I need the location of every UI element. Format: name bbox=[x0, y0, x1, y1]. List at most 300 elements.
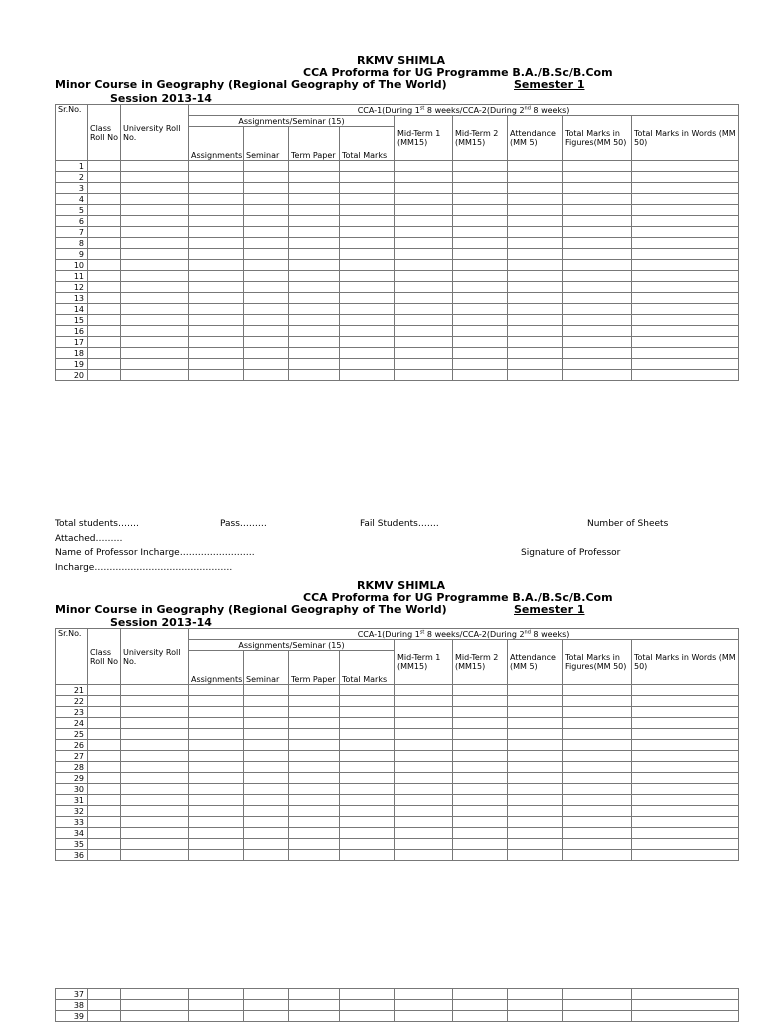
entry-cell[interactable] bbox=[121, 183, 189, 194]
entry-cell[interactable] bbox=[289, 304, 340, 315]
entry-cell[interactable] bbox=[632, 205, 739, 216]
entry-cell[interactable] bbox=[508, 850, 563, 861]
entry-cell[interactable] bbox=[395, 817, 453, 828]
entry-cell[interactable] bbox=[244, 370, 289, 381]
entry-cell[interactable] bbox=[121, 718, 189, 729]
entry-cell[interactable] bbox=[289, 806, 340, 817]
entry-cell[interactable] bbox=[189, 348, 244, 359]
entry-cell[interactable] bbox=[189, 740, 244, 751]
entry-cell[interactable] bbox=[453, 227, 508, 238]
entry-cell[interactable] bbox=[189, 227, 244, 238]
entry-cell[interactable] bbox=[395, 707, 453, 718]
entry-cell[interactable] bbox=[340, 282, 395, 293]
entry-cell[interactable] bbox=[563, 326, 632, 337]
entry-cell[interactable] bbox=[395, 282, 453, 293]
entry-cell[interactable] bbox=[508, 729, 563, 740]
entry-cell[interactable] bbox=[632, 249, 739, 260]
entry-cell[interactable] bbox=[395, 989, 453, 1000]
entry-cell[interactable] bbox=[632, 216, 739, 227]
entry-cell[interactable] bbox=[395, 315, 453, 326]
entry-cell[interactable] bbox=[453, 359, 508, 370]
entry-cell[interactable] bbox=[340, 205, 395, 216]
entry-cell[interactable] bbox=[189, 205, 244, 216]
entry-cell[interactable] bbox=[340, 839, 395, 850]
entry-cell[interactable] bbox=[244, 359, 289, 370]
entry-cell[interactable] bbox=[632, 1000, 739, 1011]
entry-cell[interactable] bbox=[88, 773, 121, 784]
entry-cell[interactable] bbox=[508, 1000, 563, 1011]
entry-cell[interactable] bbox=[563, 718, 632, 729]
entry-cell[interactable] bbox=[244, 1011, 289, 1022]
entry-cell[interactable] bbox=[189, 989, 244, 1000]
entry-cell[interactable] bbox=[395, 784, 453, 795]
entry-cell[interactable] bbox=[189, 828, 244, 839]
entry-cell[interactable] bbox=[88, 227, 121, 238]
entry-cell[interactable] bbox=[508, 740, 563, 751]
entry-cell[interactable] bbox=[88, 707, 121, 718]
entry-cell[interactable] bbox=[632, 1011, 739, 1022]
entry-cell[interactable] bbox=[508, 304, 563, 315]
entry-cell[interactable] bbox=[508, 817, 563, 828]
entry-cell[interactable] bbox=[189, 795, 244, 806]
entry-cell[interactable] bbox=[632, 348, 739, 359]
entry-cell[interactable] bbox=[189, 249, 244, 260]
entry-cell[interactable] bbox=[244, 795, 289, 806]
entry-cell[interactable] bbox=[395, 238, 453, 249]
entry-cell[interactable] bbox=[88, 718, 121, 729]
entry-cell[interactable] bbox=[340, 828, 395, 839]
entry-cell[interactable] bbox=[563, 784, 632, 795]
entry-cell[interactable] bbox=[88, 850, 121, 861]
entry-cell[interactable] bbox=[632, 337, 739, 348]
entry-cell[interactable] bbox=[632, 227, 739, 238]
entry-cell[interactable] bbox=[395, 161, 453, 172]
entry-cell[interactable] bbox=[244, 216, 289, 227]
entry-cell[interactable] bbox=[189, 326, 244, 337]
entry-cell[interactable] bbox=[632, 271, 739, 282]
entry-cell[interactable] bbox=[453, 249, 508, 260]
entry-cell[interactable] bbox=[340, 817, 395, 828]
entry-cell[interactable] bbox=[121, 359, 189, 370]
entry-cell[interactable] bbox=[453, 271, 508, 282]
entry-cell[interactable] bbox=[340, 249, 395, 260]
entry-cell[interactable] bbox=[289, 1011, 340, 1022]
entry-cell[interactable] bbox=[453, 773, 508, 784]
entry-cell[interactable] bbox=[563, 751, 632, 762]
entry-cell[interactable] bbox=[508, 315, 563, 326]
entry-cell[interactable] bbox=[508, 227, 563, 238]
entry-cell[interactable] bbox=[632, 989, 739, 1000]
entry-cell[interactable] bbox=[508, 172, 563, 183]
entry-cell[interactable] bbox=[189, 315, 244, 326]
entry-cell[interactable] bbox=[88, 762, 121, 773]
entry-cell[interactable] bbox=[189, 806, 244, 817]
entry-cell[interactable] bbox=[88, 685, 121, 696]
entry-cell[interactable] bbox=[88, 696, 121, 707]
entry-cell[interactable] bbox=[632, 370, 739, 381]
entry-cell[interactable] bbox=[395, 271, 453, 282]
entry-cell[interactable] bbox=[563, 304, 632, 315]
entry-cell[interactable] bbox=[289, 315, 340, 326]
entry-cell[interactable] bbox=[244, 249, 289, 260]
entry-cell[interactable] bbox=[508, 205, 563, 216]
entry-cell[interactable] bbox=[189, 161, 244, 172]
entry-cell[interactable] bbox=[88, 989, 121, 1000]
entry-cell[interactable] bbox=[632, 828, 739, 839]
entry-cell[interactable] bbox=[453, 315, 508, 326]
entry-cell[interactable] bbox=[88, 1000, 121, 1011]
entry-cell[interactable] bbox=[508, 282, 563, 293]
entry-cell[interactable] bbox=[395, 293, 453, 304]
entry-cell[interactable] bbox=[632, 839, 739, 850]
entry-cell[interactable] bbox=[244, 172, 289, 183]
entry-cell[interactable] bbox=[632, 707, 739, 718]
entry-cell[interactable] bbox=[508, 773, 563, 784]
entry-cell[interactable] bbox=[244, 696, 289, 707]
entry-cell[interactable] bbox=[189, 707, 244, 718]
entry-cell[interactable] bbox=[88, 172, 121, 183]
entry-cell[interactable] bbox=[244, 227, 289, 238]
entry-cell[interactable] bbox=[88, 194, 121, 205]
entry-cell[interactable] bbox=[453, 1011, 508, 1022]
entry-cell[interactable] bbox=[189, 282, 244, 293]
entry-cell[interactable] bbox=[453, 337, 508, 348]
entry-cell[interactable] bbox=[632, 817, 739, 828]
entry-cell[interactable] bbox=[395, 172, 453, 183]
entry-cell[interactable] bbox=[632, 751, 739, 762]
entry-cell[interactable] bbox=[289, 271, 340, 282]
entry-cell[interactable] bbox=[340, 1011, 395, 1022]
entry-cell[interactable] bbox=[189, 1000, 244, 1011]
entry-cell[interactable] bbox=[121, 806, 189, 817]
entry-cell[interactable] bbox=[88, 795, 121, 806]
entry-cell[interactable] bbox=[121, 315, 189, 326]
entry-cell[interactable] bbox=[563, 183, 632, 194]
entry-cell[interactable] bbox=[88, 337, 121, 348]
entry-cell[interactable] bbox=[563, 806, 632, 817]
entry-cell[interactable] bbox=[121, 1011, 189, 1022]
entry-cell[interactable] bbox=[289, 183, 340, 194]
entry-cell[interactable] bbox=[563, 370, 632, 381]
entry-cell[interactable] bbox=[121, 271, 189, 282]
entry-cell[interactable] bbox=[453, 1000, 508, 1011]
entry-cell[interactable] bbox=[395, 806, 453, 817]
entry-cell[interactable] bbox=[289, 839, 340, 850]
entry-cell[interactable] bbox=[508, 238, 563, 249]
entry-cell[interactable] bbox=[395, 359, 453, 370]
entry-cell[interactable] bbox=[563, 172, 632, 183]
entry-cell[interactable] bbox=[121, 172, 189, 183]
entry-cell[interactable] bbox=[563, 337, 632, 348]
entry-cell[interactable] bbox=[508, 370, 563, 381]
entry-cell[interactable] bbox=[508, 161, 563, 172]
entry-cell[interactable] bbox=[121, 348, 189, 359]
entry-cell[interactable] bbox=[88, 183, 121, 194]
entry-cell[interactable] bbox=[395, 370, 453, 381]
entry-cell[interactable] bbox=[121, 216, 189, 227]
entry-cell[interactable] bbox=[563, 762, 632, 773]
entry-cell[interactable] bbox=[563, 828, 632, 839]
entry-cell[interactable] bbox=[189, 293, 244, 304]
entry-cell[interactable] bbox=[395, 828, 453, 839]
entry-cell[interactable] bbox=[508, 762, 563, 773]
entry-cell[interactable] bbox=[289, 249, 340, 260]
entry-cell[interactable] bbox=[88, 1011, 121, 1022]
entry-cell[interactable] bbox=[289, 762, 340, 773]
entry-cell[interactable] bbox=[189, 216, 244, 227]
entry-cell[interactable] bbox=[121, 828, 189, 839]
entry-cell[interactable] bbox=[121, 989, 189, 1000]
entry-cell[interactable] bbox=[340, 315, 395, 326]
entry-cell[interactable] bbox=[508, 751, 563, 762]
entry-cell[interactable] bbox=[88, 729, 121, 740]
entry-cell[interactable] bbox=[453, 685, 508, 696]
entry-cell[interactable] bbox=[289, 795, 340, 806]
entry-cell[interactable] bbox=[508, 718, 563, 729]
entry-cell[interactable] bbox=[289, 216, 340, 227]
entry-cell[interactable] bbox=[508, 271, 563, 282]
entry-cell[interactable] bbox=[563, 161, 632, 172]
entry-cell[interactable] bbox=[340, 696, 395, 707]
entry-cell[interactable] bbox=[189, 773, 244, 784]
entry-cell[interactable] bbox=[632, 326, 739, 337]
entry-cell[interactable] bbox=[88, 249, 121, 260]
entry-cell[interactable] bbox=[340, 685, 395, 696]
entry-cell[interactable] bbox=[508, 989, 563, 1000]
entry-cell[interactable] bbox=[453, 238, 508, 249]
entry-cell[interactable] bbox=[508, 839, 563, 850]
entry-cell[interactable] bbox=[632, 282, 739, 293]
entry-cell[interactable] bbox=[632, 784, 739, 795]
entry-cell[interactable] bbox=[340, 337, 395, 348]
entry-cell[interactable] bbox=[632, 172, 739, 183]
entry-cell[interactable] bbox=[395, 1000, 453, 1011]
entry-cell[interactable] bbox=[395, 227, 453, 238]
entry-cell[interactable] bbox=[632, 304, 739, 315]
entry-cell[interactable] bbox=[453, 751, 508, 762]
entry-cell[interactable] bbox=[453, 293, 508, 304]
entry-cell[interactable] bbox=[244, 183, 289, 194]
entry-cell[interactable] bbox=[632, 161, 739, 172]
entry-cell[interactable] bbox=[508, 784, 563, 795]
entry-cell[interactable] bbox=[289, 282, 340, 293]
entry-cell[interactable] bbox=[289, 172, 340, 183]
entry-cell[interactable] bbox=[453, 696, 508, 707]
entry-cell[interactable] bbox=[121, 784, 189, 795]
entry-cell[interactable] bbox=[340, 304, 395, 315]
entry-cell[interactable] bbox=[395, 337, 453, 348]
entry-cell[interactable] bbox=[289, 850, 340, 861]
entry-cell[interactable] bbox=[121, 839, 189, 850]
entry-cell[interactable] bbox=[508, 707, 563, 718]
entry-cell[interactable] bbox=[508, 260, 563, 271]
entry-cell[interactable] bbox=[340, 161, 395, 172]
entry-cell[interactable] bbox=[244, 337, 289, 348]
entry-cell[interactable] bbox=[632, 183, 739, 194]
entry-cell[interactable] bbox=[395, 304, 453, 315]
entry-cell[interactable] bbox=[395, 762, 453, 773]
entry-cell[interactable] bbox=[453, 795, 508, 806]
entry-cell[interactable] bbox=[88, 817, 121, 828]
entry-cell[interactable] bbox=[189, 194, 244, 205]
entry-cell[interactable] bbox=[121, 696, 189, 707]
entry-cell[interactable] bbox=[563, 249, 632, 260]
entry-cell[interactable] bbox=[289, 260, 340, 271]
entry-cell[interactable] bbox=[289, 348, 340, 359]
entry-cell[interactable] bbox=[88, 315, 121, 326]
entry-cell[interactable] bbox=[289, 685, 340, 696]
entry-cell[interactable] bbox=[189, 718, 244, 729]
entry-cell[interactable] bbox=[395, 685, 453, 696]
entry-cell[interactable] bbox=[632, 685, 739, 696]
entry-cell[interactable] bbox=[189, 304, 244, 315]
entry-cell[interactable] bbox=[88, 260, 121, 271]
entry-cell[interactable] bbox=[632, 795, 739, 806]
entry-cell[interactable] bbox=[508, 183, 563, 194]
entry-cell[interactable] bbox=[289, 740, 340, 751]
entry-cell[interactable] bbox=[395, 729, 453, 740]
entry-cell[interactable] bbox=[453, 828, 508, 839]
entry-cell[interactable] bbox=[508, 806, 563, 817]
entry-cell[interactable] bbox=[244, 718, 289, 729]
entry-cell[interactable] bbox=[508, 249, 563, 260]
entry-cell[interactable] bbox=[289, 718, 340, 729]
entry-cell[interactable] bbox=[189, 337, 244, 348]
entry-cell[interactable] bbox=[244, 326, 289, 337]
entry-cell[interactable] bbox=[121, 370, 189, 381]
entry-cell[interactable] bbox=[632, 850, 739, 861]
entry-cell[interactable] bbox=[340, 773, 395, 784]
entry-cell[interactable] bbox=[632, 762, 739, 773]
entry-cell[interactable] bbox=[453, 817, 508, 828]
entry-cell[interactable] bbox=[632, 773, 739, 784]
entry-cell[interactable] bbox=[632, 696, 739, 707]
entry-cell[interactable] bbox=[395, 260, 453, 271]
entry-cell[interactable] bbox=[395, 348, 453, 359]
entry-cell[interactable] bbox=[563, 696, 632, 707]
entry-cell[interactable] bbox=[453, 172, 508, 183]
entry-cell[interactable] bbox=[88, 740, 121, 751]
entry-cell[interactable] bbox=[88, 238, 121, 249]
entry-cell[interactable] bbox=[289, 326, 340, 337]
entry-cell[interactable] bbox=[340, 729, 395, 740]
entry-cell[interactable] bbox=[563, 293, 632, 304]
entry-cell[interactable] bbox=[453, 989, 508, 1000]
entry-cell[interactable] bbox=[244, 729, 289, 740]
entry-cell[interactable] bbox=[88, 751, 121, 762]
entry-cell[interactable] bbox=[340, 227, 395, 238]
entry-cell[interactable] bbox=[121, 326, 189, 337]
entry-cell[interactable] bbox=[508, 293, 563, 304]
entry-cell[interactable] bbox=[189, 685, 244, 696]
entry-cell[interactable] bbox=[453, 850, 508, 861]
entry-cell[interactable] bbox=[189, 1011, 244, 1022]
entry-cell[interactable] bbox=[453, 161, 508, 172]
entry-cell[interactable] bbox=[121, 685, 189, 696]
entry-cell[interactable] bbox=[189, 271, 244, 282]
entry-cell[interactable] bbox=[189, 359, 244, 370]
entry-cell[interactable] bbox=[563, 282, 632, 293]
entry-cell[interactable] bbox=[121, 238, 189, 249]
entry-cell[interactable] bbox=[88, 828, 121, 839]
entry-cell[interactable] bbox=[395, 795, 453, 806]
entry-cell[interactable] bbox=[88, 216, 121, 227]
entry-cell[interactable] bbox=[563, 839, 632, 850]
entry-cell[interactable] bbox=[244, 850, 289, 861]
entry-cell[interactable] bbox=[121, 707, 189, 718]
entry-cell[interactable] bbox=[340, 718, 395, 729]
entry-cell[interactable] bbox=[395, 839, 453, 850]
entry-cell[interactable] bbox=[563, 1000, 632, 1011]
entry-cell[interactable] bbox=[340, 172, 395, 183]
entry-cell[interactable] bbox=[340, 216, 395, 227]
entry-cell[interactable] bbox=[244, 161, 289, 172]
entry-cell[interactable] bbox=[340, 359, 395, 370]
entry-cell[interactable] bbox=[289, 707, 340, 718]
entry-cell[interactable] bbox=[289, 293, 340, 304]
entry-cell[interactable] bbox=[632, 729, 739, 740]
entry-cell[interactable] bbox=[289, 161, 340, 172]
entry-cell[interactable] bbox=[244, 194, 289, 205]
entry-cell[interactable] bbox=[508, 828, 563, 839]
entry-cell[interactable] bbox=[340, 260, 395, 271]
entry-cell[interactable] bbox=[395, 773, 453, 784]
entry-cell[interactable] bbox=[121, 773, 189, 784]
entry-cell[interactable] bbox=[453, 260, 508, 271]
entry-cell[interactable] bbox=[88, 205, 121, 216]
entry-cell[interactable] bbox=[88, 784, 121, 795]
entry-cell[interactable] bbox=[632, 718, 739, 729]
entry-cell[interactable] bbox=[395, 1011, 453, 1022]
entry-cell[interactable] bbox=[508, 337, 563, 348]
entry-cell[interactable] bbox=[289, 205, 340, 216]
entry-cell[interactable] bbox=[453, 707, 508, 718]
entry-cell[interactable] bbox=[289, 227, 340, 238]
entry-cell[interactable] bbox=[453, 784, 508, 795]
entry-cell[interactable] bbox=[395, 194, 453, 205]
entry-cell[interactable] bbox=[189, 784, 244, 795]
entry-cell[interactable] bbox=[453, 205, 508, 216]
entry-cell[interactable] bbox=[453, 729, 508, 740]
entry-cell[interactable] bbox=[244, 205, 289, 216]
entry-cell[interactable] bbox=[340, 1000, 395, 1011]
entry-cell[interactable] bbox=[244, 304, 289, 315]
entry-cell[interactable] bbox=[289, 696, 340, 707]
entry-cell[interactable] bbox=[121, 161, 189, 172]
entry-cell[interactable] bbox=[340, 850, 395, 861]
entry-cell[interactable] bbox=[244, 773, 289, 784]
entry-cell[interactable] bbox=[121, 740, 189, 751]
entry-cell[interactable] bbox=[340, 238, 395, 249]
entry-cell[interactable] bbox=[632, 260, 739, 271]
entry-cell[interactable] bbox=[289, 359, 340, 370]
entry-cell[interactable] bbox=[395, 718, 453, 729]
entry-cell[interactable] bbox=[244, 784, 289, 795]
entry-cell[interactable] bbox=[244, 762, 289, 773]
entry-cell[interactable] bbox=[189, 238, 244, 249]
entry-cell[interactable] bbox=[395, 696, 453, 707]
entry-cell[interactable] bbox=[289, 751, 340, 762]
entry-cell[interactable] bbox=[121, 304, 189, 315]
entry-cell[interactable] bbox=[88, 161, 121, 172]
entry-cell[interactable] bbox=[189, 696, 244, 707]
entry-cell[interactable] bbox=[340, 194, 395, 205]
entry-cell[interactable] bbox=[453, 762, 508, 773]
entry-cell[interactable] bbox=[244, 828, 289, 839]
entry-cell[interactable] bbox=[88, 326, 121, 337]
entry-cell[interactable] bbox=[189, 817, 244, 828]
entry-cell[interactable] bbox=[508, 685, 563, 696]
